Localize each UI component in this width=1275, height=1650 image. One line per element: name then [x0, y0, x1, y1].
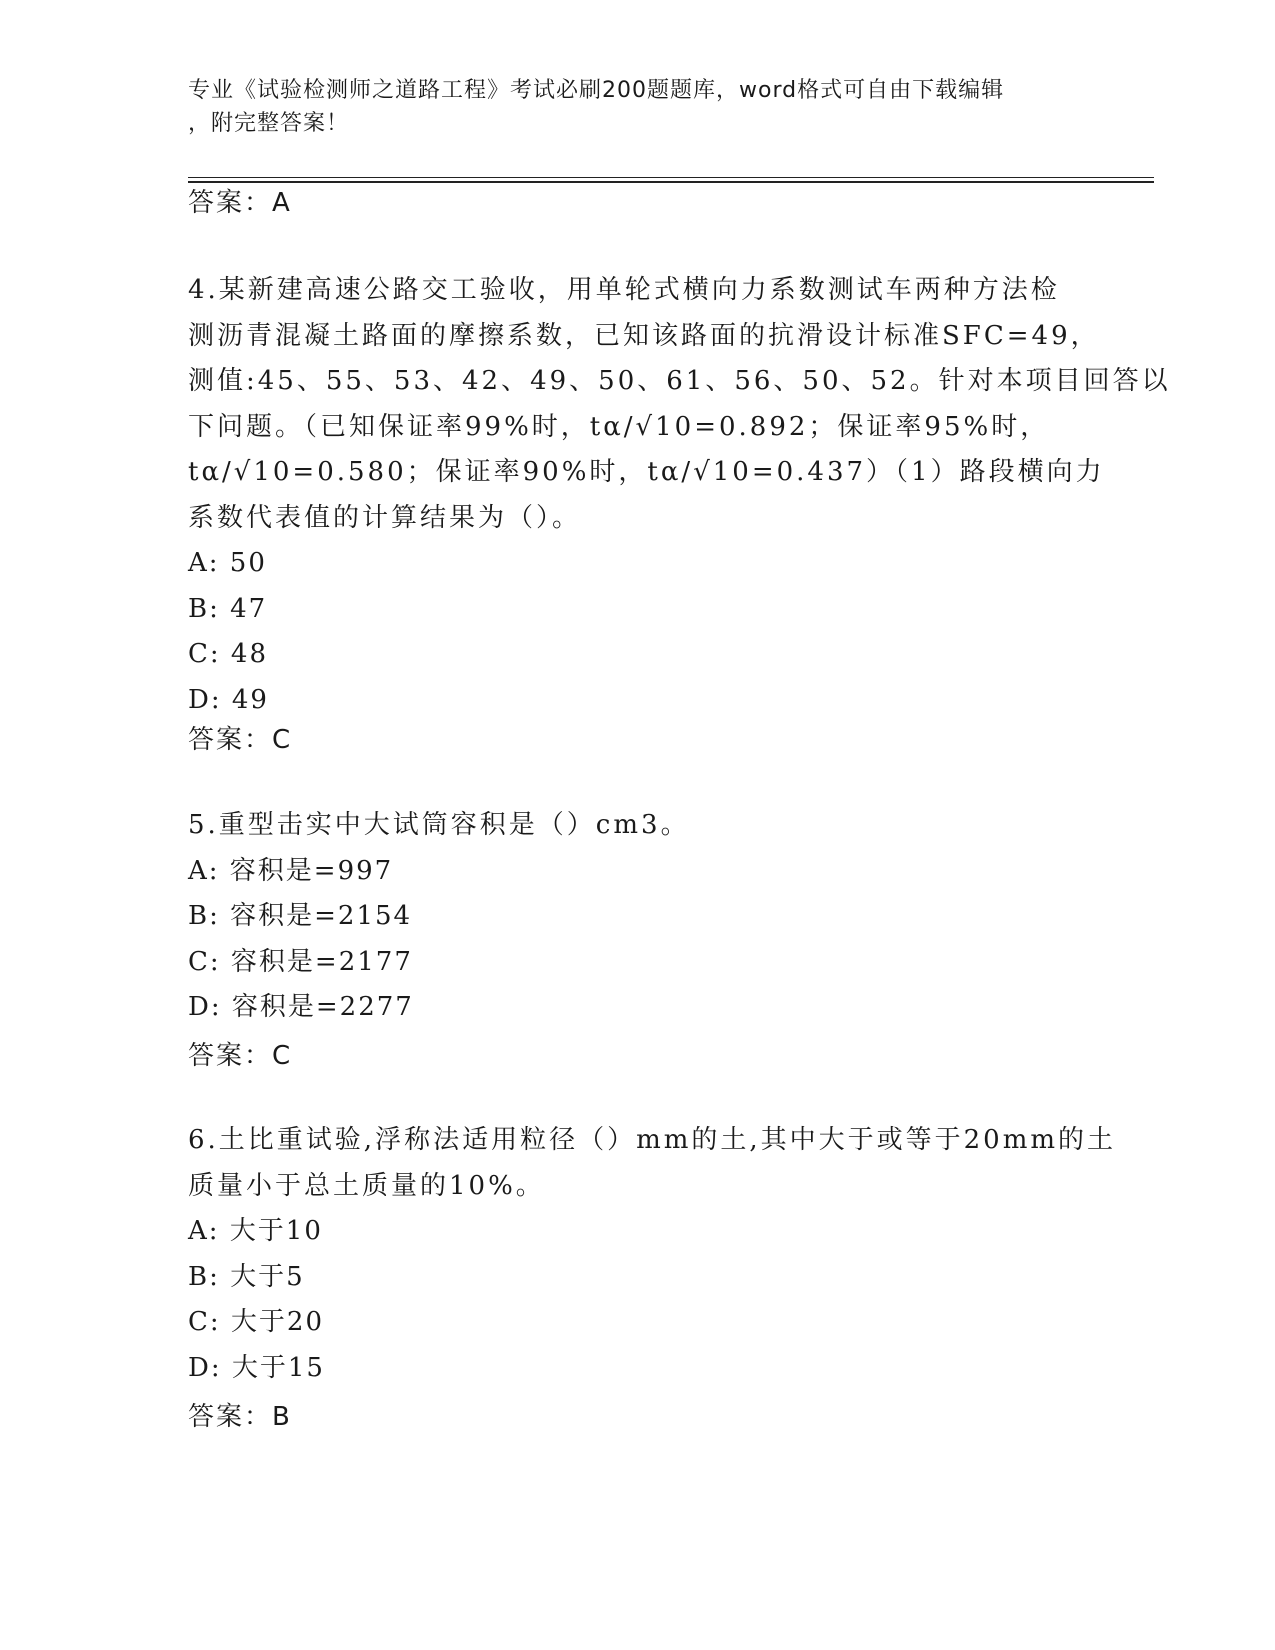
question-6-option-a: A: 大于10 — [188, 1216, 323, 1246]
question-5-line-1: 5.重型击实中大试筒容积是（）cm3。 — [188, 810, 690, 840]
question-4-option-c: C: 48 — [188, 639, 269, 669]
document-header — [188, 74, 1068, 140]
header-divider-thick — [188, 181, 1154, 183]
question-4-line-5: tα/√10=0.580；保证率90%时，tα/√10=0.437）（1）路段横向力 — [188, 457, 1105, 487]
question-4-option-d: D: 49 — [188, 684, 269, 715]
question-5-option-b: B: 容积是=2154 — [188, 901, 413, 931]
answer-value: A — [272, 188, 292, 218]
question-6-stem — [188, 1118, 1117, 1209]
question-6-option-b: B: 大于5 — [188, 1261, 305, 1292]
question-4-line-3: 测值:45、55、53、42、49、50、61、56、50、52。针对本项目回答以 — [188, 366, 1171, 396]
question-5-answer — [188, 1039, 1088, 1073]
answer-label: 答案： — [188, 1041, 273, 1071]
question-4-option-a: A: 50 — [188, 548, 267, 578]
question-4-line-4: 下问题。（已知保证率99%时，tα/√10=0.892；保证率95%时， — [188, 411, 1050, 442]
question-5-option-a: A: 容积是=997 — [188, 855, 394, 886]
answer-previous — [188, 186, 1088, 220]
header-title-line-1: 专业《试验检测师之道路工程》考试必刷200题题库，word格式可自由下载编辑 — [188, 78, 1005, 103]
question-4-option-b: B: 47 — [188, 593, 268, 624]
header-title-line-2: ，附完整答案！ — [188, 111, 350, 136]
question-6 — [188, 1118, 1117, 1391]
question-4-stem — [188, 268, 1171, 541]
question-5-stem — [188, 803, 1088, 849]
question-5-option-c: C: 容积是=2177 — [188, 946, 413, 977]
header-divider-thin — [188, 177, 1154, 178]
answer-value: C — [272, 725, 293, 755]
question-6-line-2: 质量小于总土质量的10%。 — [188, 1170, 545, 1201]
answer-value: B — [272, 1402, 292, 1432]
answer-label: 答案： — [188, 1402, 273, 1432]
question-6-option-c: C: 大于20 — [188, 1307, 325, 1337]
question-4-line-1: 4.某新建高速公路交工验收，用单轮式横向力系数测试车两种方法检 — [188, 275, 1060, 305]
question-4-line-2: 测沥青混凝土路面的摩擦系数，已知该路面的抗滑设计标准SFC=49， — [188, 320, 1100, 351]
question-5 — [188, 803, 1088, 1031]
question-4-line-6: 系数代表值的计算结果为（）。 — [188, 502, 582, 533]
question-6-line-1: 6.土比重试验,浮称法适用粒径（）mm的土,其中大于或等于20mm的土 — [188, 1125, 1117, 1155]
question-6-answer — [188, 1400, 1088, 1434]
question-6-option-d: D: 大于15 — [188, 1352, 325, 1383]
answer-label: 答案： — [188, 188, 273, 218]
answer-value: C — [272, 1041, 293, 1071]
question-4 — [188, 268, 1171, 723]
question-4-answer — [188, 723, 1088, 757]
answer-label: 答案： — [188, 725, 273, 755]
question-5-option-d: D: 容积是=2277 — [188, 992, 414, 1022]
